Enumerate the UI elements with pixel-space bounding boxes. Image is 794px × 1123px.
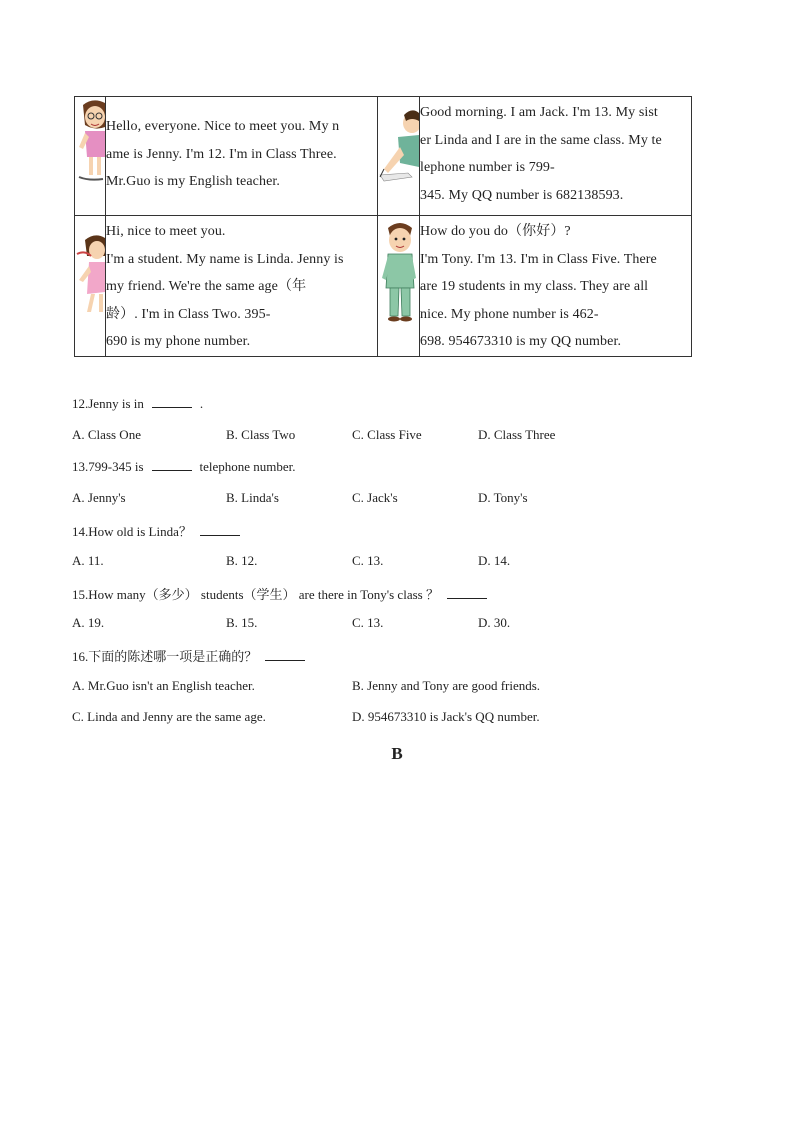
option-c[interactable]: C. Class Five <box>352 427 422 442</box>
question-12 <box>72 395 203 412</box>
passage-line: 龄）. I'm in Class Two. 395- <box>106 306 271 322</box>
option-c[interactable]: C. Jack's <box>352 490 398 505</box>
passage-line: I'm a student. My name is Linda. Jenny is <box>106 251 344 267</box>
question-stem: 15.How many（多少） students（学生） are there in Tony's class ？ <box>72 587 439 602</box>
option-c[interactable]: C. 13. <box>352 553 384 568</box>
passage-jack <box>420 97 692 216</box>
picture-cell <box>378 97 420 216</box>
table-row <box>75 97 692 216</box>
passage-line: Mr.Guo is my English teacher. <box>106 174 280 189</box>
passage-jenny <box>106 97 378 216</box>
option-a[interactable]: A. Jenny's <box>72 490 126 505</box>
question-stem: 12.Jenny is in <box>72 396 144 411</box>
passage-line: lephone number is 799- <box>420 160 555 175</box>
passage-line: Good morning. I am Jack. I'm 13. My sist <box>420 105 658 120</box>
option-c[interactable]: C. Linda and Jenny are the same age. <box>72 709 266 724</box>
girl-jenny-icon <box>75 97 105 215</box>
boy-writing-icon <box>378 97 419 215</box>
option-a[interactable]: A. 11. <box>72 553 104 568</box>
question-stem: 14.How old is Linda？ <box>72 524 192 539</box>
section-heading: B <box>391 744 403 763</box>
passage-line: my friend. We're the same age（年 <box>106 279 307 294</box>
option-b[interactable]: B. 15. <box>226 615 258 630</box>
question-stem: 16.下面的陈述哪一项是正确的？ <box>72 649 258 664</box>
option-c[interactable]: C. 13. <box>352 615 384 630</box>
question-16 <box>72 646 313 665</box>
passage-linda <box>106 216 378 357</box>
option-d[interactable]: D. 30. <box>478 615 511 630</box>
passage-table <box>74 96 692 357</box>
passage-line: er Linda and I are in the same class. My te <box>420 132 662 148</box>
passage-line: Hello, everyone. Nice to meet you. My n <box>106 119 340 134</box>
table-row <box>75 216 692 357</box>
passage-line: 698. 954673310 is my QQ number. <box>420 334 622 349</box>
option-b[interactable]: B. 12. <box>226 553 258 568</box>
picture-cell <box>378 216 420 357</box>
question-stem-end: . <box>199 396 204 411</box>
question-stem: 13.799-345 is <box>72 459 144 474</box>
option-d[interactable]: D. 14. <box>478 553 511 568</box>
option-a[interactable]: A. Class One <box>72 427 141 442</box>
girl-linda-icon <box>75 216 105 356</box>
option-b[interactable]: B. Jenny and Tony are good friends. <box>352 678 541 693</box>
answer-blank[interactable] <box>200 523 240 536</box>
boy-tony-icon <box>378 216 419 356</box>
question-13 <box>72 458 296 475</box>
passage-line: 345. My QQ number is 682138593. <box>420 187 624 203</box>
option-d[interactable]: D. Class Three <box>478 427 556 442</box>
option-d[interactable]: D. Tony's <box>478 490 528 505</box>
option-b[interactable]: B. Linda's <box>226 490 279 505</box>
option-a[interactable]: A. 19. <box>72 615 105 630</box>
passage-line: are 19 students in my class. They are all <box>420 279 649 294</box>
answer-blank[interactable] <box>152 395 192 408</box>
question-15 <box>72 584 495 603</box>
option-a[interactable]: A. Mr.Guo isn't an English teacher. <box>72 678 255 693</box>
passage-line: ame is Jenny. I'm 12. I'm in Class Three. <box>106 146 337 162</box>
option-d[interactable]: D. 954673310 is Jack's QQ number. <box>352 709 540 724</box>
passage-line: nice. My phone number is 462- <box>420 306 599 322</box>
answer-blank[interactable] <box>152 458 192 471</box>
passage-line: How do you do（你好）? <box>420 224 571 239</box>
picture-cell <box>75 97 106 216</box>
passage-line: 690 is my phone number. <box>106 334 251 349</box>
option-b[interactable]: B. Class Two <box>226 427 296 442</box>
passage-tony <box>420 216 692 357</box>
question-14 <box>72 521 248 540</box>
passage-line: I'm Tony. I'm 13. I'm in Class Five. There <box>420 251 657 267</box>
answer-blank[interactable] <box>265 648 305 661</box>
passage-line: Hi, nice to meet you. <box>106 224 226 239</box>
question-stem-end: telephone number. <box>199 459 296 474</box>
picture-cell <box>75 216 106 357</box>
answer-blank[interactable] <box>447 586 487 599</box>
